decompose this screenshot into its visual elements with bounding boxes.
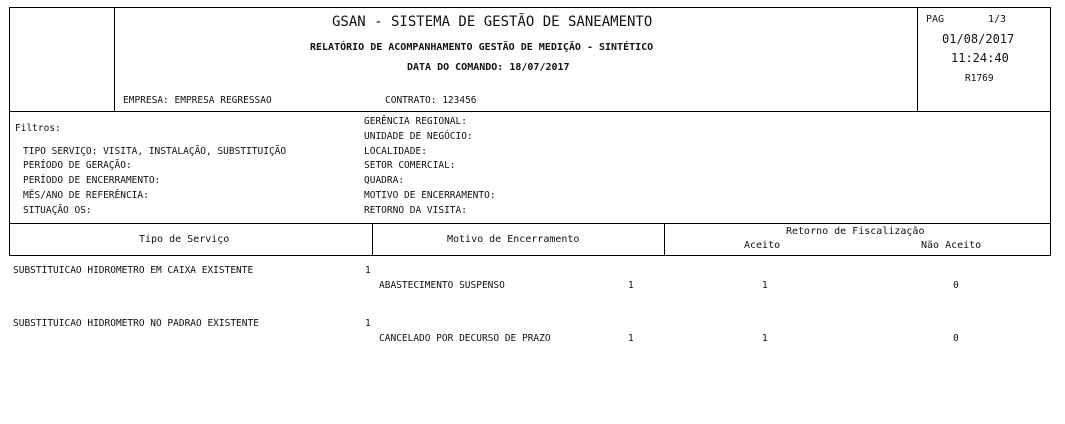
column-inspection-return: Retorno de Fiscalização	[786, 226, 925, 237]
report-title: RELATÓRIO DE ACOMPANHAMENTO GESTÃO DE MEDIÇÃO - SINTÉTICO	[310, 42, 654, 53]
row-service-count: 1	[365, 265, 371, 276]
filter-closing-period: PERÍODO DE ENCERRAMENTO:	[23, 175, 161, 186]
filter-generation-period: PERÍODO DE GERAÇÃO:	[23, 160, 132, 171]
row-accepted: 1	[762, 280, 768, 291]
filter-block: QUADRA:	[364, 175, 405, 186]
system-title: GSAN - SISTEMA DE GESTÃO DE SANEAMENTO	[332, 14, 653, 30]
column-not-accepted: Não Aceito	[921, 240, 982, 251]
report-time: 11:24:40	[951, 51, 1009, 65]
report-date: 01/08/2017	[942, 32, 1015, 46]
column-divider-2	[664, 223, 665, 256]
report-code: R1769	[965, 73, 994, 84]
filter-closing-reason: MOTIVO DE ENCERRAMENTO:	[364, 190, 496, 201]
row-not-accepted: 0	[953, 333, 959, 344]
row-service: SUBSTITUICAO HIDROMETRO NO PADRAO EXISTENTE	[13, 318, 259, 329]
header-divider-right	[917, 7, 918, 112]
row-service: SUBSTITUICAO HIDROMETRO EM CAIXA EXISTENTE	[13, 265, 254, 276]
filters-label: Filtros:	[15, 123, 61, 134]
column-service-type: Tipo de Serviço	[139, 234, 230, 245]
company-label: EMPRESA: EMPRESA REGRESSAO	[123, 95, 272, 106]
page-label: PAG	[926, 14, 945, 25]
filter-service-type: TIPO SERVIÇO: VISITA, INSTALAÇÃO, SUBSTITUIÇÃO	[23, 146, 287, 157]
row-reason: ABASTECIMENTO SUSPENSO	[379, 280, 505, 291]
column-closing-reason: Motivo de Encerramento	[447, 234, 580, 245]
column-accepted: Aceito	[744, 240, 781, 251]
filter-reference-month: MÊS/ANO DE REFERÊNCIA:	[23, 190, 149, 201]
filter-os-status: SITUAÇÃO OS:	[23, 205, 92, 216]
row-reason-count: 1	[628, 333, 634, 344]
row-reason: CANCELADO POR DECURSO DE PRAZO	[379, 333, 551, 344]
row-service-count: 1	[365, 318, 371, 329]
contract-label: CONTRATO: 123456	[385, 95, 477, 106]
command-date: DATA DO COMANDO: 18/07/2017	[407, 62, 570, 73]
row-not-accepted: 0	[953, 280, 959, 291]
page-number: 1/3	[988, 14, 1007, 25]
header-divider-left	[114, 7, 115, 112]
row-reason-count: 1	[628, 280, 634, 291]
filter-business-unit: UNIDADE DE NEGÓCIO:	[364, 131, 473, 142]
filters-box	[9, 111, 1051, 224]
filter-regional-management: GERÊNCIA REGIONAL:	[364, 116, 467, 127]
column-divider-1	[372, 223, 373, 256]
filter-locality: LOCALIDADE:	[364, 146, 427, 157]
filter-visit-return: RETORNO DA VISITA:	[364, 205, 467, 216]
filter-commercial-sector: SETOR COMERCIAL:	[364, 160, 456, 171]
row-accepted: 1	[762, 333, 768, 344]
